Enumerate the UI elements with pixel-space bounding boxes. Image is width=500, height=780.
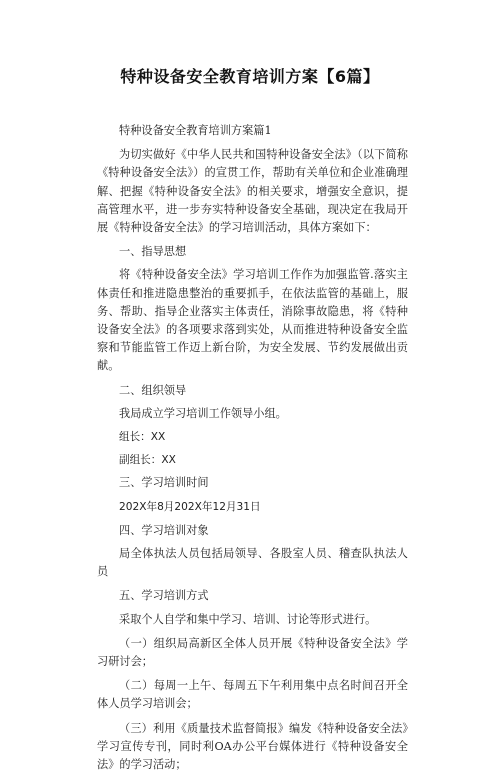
training-time-line: 202X年8月202X年12月31日 — [119, 500, 261, 513]
group-leader-line: 组长：XX — [119, 431, 166, 444]
training-targets-paragraph: 局全体执法人员包括局领导、各股室人员、稽查队执法人员 — [97, 547, 408, 579]
intro-paragraph: 为切实做好《中华人民共和国特种设备安全法》（以下简称《特种设备安全法》）的宣贯工作，帮助有关单位和企业准确理解、把握《特种设备安全法》的相关要求，增强安全意识，提高管理水平，进一步夯实特种设备安全基础，现决定在我局开展《特种设备安全法》的学习培训活动，具体方案如下： — [97, 148, 408, 235]
deputy-leader-line: 副组长：XX — [119, 454, 176, 467]
heading-training-time: 三、学习培训时间 — [119, 476, 209, 490]
method-item-3: （三）利用《质量技术监督简报》编发《特种设备安全法》学习宣传专刊，同时利OA办公平台媒体进行《特种设备安全法》的学习活动； — [97, 721, 408, 772]
training-methods-paragraph: 采取个人自学和集中学习、培训、讨论等形式进行。 — [119, 612, 377, 626]
method-item-1: （一）组织局高新区全体人员开展《特种设备安全法》学习研讨会； — [97, 636, 408, 669]
heading-organization: 二、组织领导 — [119, 383, 187, 397]
document-title: 特种设备安全教育培训方案【6篇】 — [120, 67, 380, 86]
heading-guiding-ideology: 一、指导思想 — [119, 245, 187, 259]
heading-training-methods: 五、学习培训方式 — [119, 589, 209, 603]
document-body — [97, 122, 408, 780]
guiding-ideology-paragraph: 将《特种设备安全法》学习培训工作作为加强监管.落实主体责任和推进隐患整治的重要抓手，在依法监管的基础上，服务、帮助、指导企业落实主体责任，消除事故隐患，将《特种设备安全法》的各项要求落到实处，从而推进特种设备安全监察和节能监管工作迈上新台阶，为安全发展、节约发展做出贡献。 — [97, 268, 408, 373]
heading-training-targets: 四、学习培训对象 — [119, 523, 209, 537]
section-title: 特种设备安全教育培训方案篇1 — [119, 124, 272, 137]
method-item-2: （二）每周一上午、每周五下午利用集中点名时间召开全体人员学习培训会； — [97, 679, 408, 711]
organization-paragraph: 我局成立学习培训工作领导小组。 — [119, 406, 287, 420]
